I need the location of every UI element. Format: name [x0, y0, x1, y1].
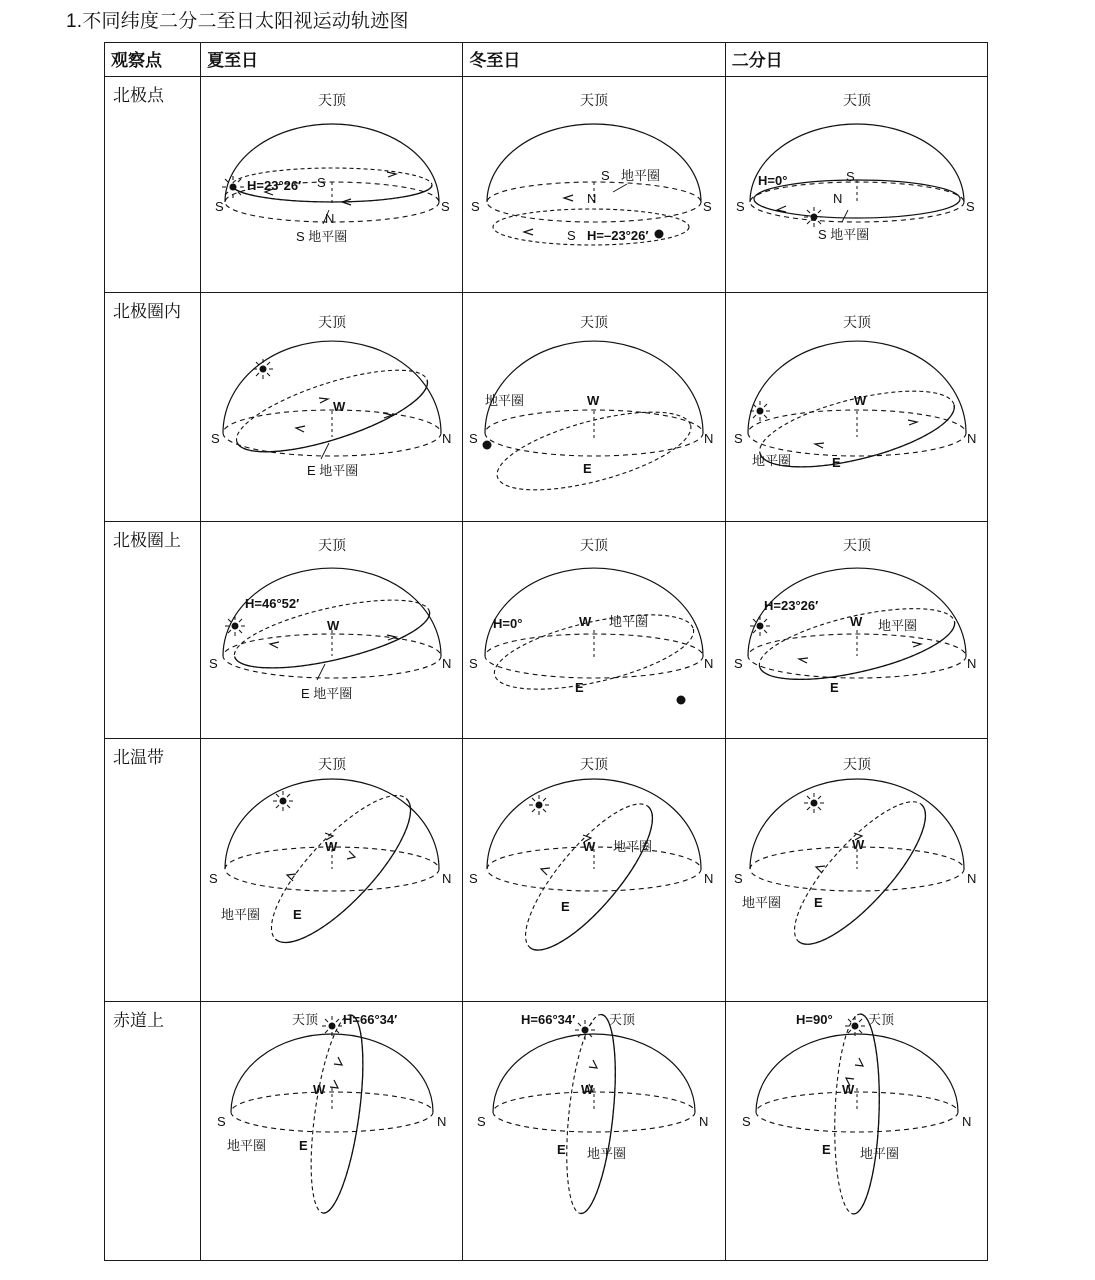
label-altitude: H=66°34′: [521, 1012, 576, 1027]
label-direction-s: S: [477, 1114, 487, 1129]
label-direction-e: E: [829, 680, 839, 695]
table-row: [105, 293, 988, 522]
label-direction-s: S: [733, 871, 743, 886]
label-direction-w: W: [313, 1082, 326, 1097]
diagram-inside-arctic-summer: [201, 293, 463, 522]
observer-label-equator: 赤道上: [105, 1002, 201, 1261]
column-header-equinox: 二分日: [725, 43, 987, 77]
label-zenith: 天顶: [580, 756, 609, 772]
label-altitude: H=–23°26′: [587, 228, 649, 243]
table-row: [105, 1002, 988, 1261]
label-direction-n: N: [437, 1114, 447, 1129]
observer-label-north-pole: 北极点: [105, 77, 201, 293]
label-direction-s-left: S: [735, 199, 745, 214]
label-direction-n: N: [587, 191, 597, 206]
page-title: 1.不同纬度二分二至日太阳视运动轨迹图: [66, 11, 409, 32]
label-altitude: H=66°34′: [343, 1012, 398, 1027]
label-zenith: 天顶: [842, 92, 871, 108]
label-horizon: 地平圈: [877, 618, 917, 633]
label-horizon: 地平圈: [613, 839, 653, 854]
observer-label-north-temperate: 北温带: [105, 739, 201, 1002]
label-direction-s: S: [469, 656, 479, 671]
label-direction-n: N: [325, 211, 335, 226]
label-direction-s: S: [469, 871, 479, 886]
diagram-on-arctic-summer: [201, 522, 463, 739]
label-direction-n: N: [704, 431, 714, 446]
diagram-inside-arctic-winter: [463, 293, 725, 522]
label-zenith: 天顶: [318, 92, 347, 108]
column-header-observer: 观察点: [105, 43, 201, 77]
label-direction-e: E: [575, 680, 585, 695]
label-direction-s: S: [211, 431, 220, 446]
label-direction-w: W: [587, 393, 600, 408]
label-zenith: 天顶: [842, 537, 871, 553]
label-direction-w: W: [849, 614, 862, 629]
label-direction-e: E: [557, 1142, 567, 1157]
label-horizon: S 地平圈: [296, 229, 348, 244]
table-header-row: [105, 43, 988, 77]
label-direction-e: E: [831, 455, 841, 470]
diagram-north-pole-equinox: [725, 77, 987, 293]
observer-label-on-arctic-circle: 北极圈上: [105, 522, 201, 739]
label-direction-n: N: [961, 1114, 972, 1129]
label-horizon: 地平圈: [221, 907, 261, 922]
label-direction-n: N: [832, 191, 843, 206]
label-direction-w: W: [583, 839, 596, 854]
label-direction-e: E: [583, 461, 593, 476]
label-direction-n: N: [442, 871, 452, 886]
label-direction-w: W: [581, 1082, 594, 1097]
observer-label-inside-arctic-circle: 北极圈内: [105, 293, 201, 522]
diagram-inside-arctic-equinox: [725, 293, 987, 522]
label-direction-s-right: S: [965, 199, 975, 214]
label-direction-s: S: [741, 1114, 751, 1129]
label-horizon: 地平圈: [485, 393, 525, 408]
diagram-north-pole-summer: [201, 77, 463, 293]
diagram-equator-winter: [463, 1002, 725, 1261]
label-altitude: H=0°: [493, 616, 523, 631]
column-header-winter-solstice: 冬至日: [463, 43, 725, 77]
label-horizon: 地平圈: [227, 1138, 267, 1153]
label-altitude: H=23°26′: [763, 598, 818, 613]
label-direction-n: N: [966, 431, 977, 446]
label-altitude: H=90°: [795, 1012, 833, 1027]
label-direction-e: E: [821, 1142, 831, 1157]
label-direction-w: W: [333, 399, 346, 414]
label-horizon: 地平圈: [741, 895, 781, 910]
label-direction-s: S: [733, 656, 743, 671]
diagram-on-arctic-winter: [463, 522, 725, 739]
label-direction-s: S: [209, 656, 218, 671]
label-direction-s: S: [733, 431, 743, 446]
label-direction-s: S: [209, 871, 218, 886]
label-direction-w: W: [325, 839, 338, 854]
diagram-north-pole-winter: [463, 77, 725, 293]
label-horizon: S 地平圈: [817, 227, 869, 242]
label-horizon: 地平圈: [859, 1146, 899, 1161]
label-direction-s-mid: S: [845, 169, 855, 184]
label-direction-s-mid: S: [317, 175, 326, 190]
label-direction-n: N: [442, 656, 452, 671]
label-direction-n: N: [442, 431, 452, 446]
label-direction-e: E: [813, 895, 823, 910]
diagram-temperate-summer: [201, 739, 463, 1002]
label-horizon: E 地平圈: [307, 463, 359, 478]
label-direction-w: W: [851, 837, 864, 852]
label-zenith: 天顶: [318, 314, 347, 330]
label-zenith: 天顶: [580, 537, 609, 553]
diagram-temperate-equinox: [725, 739, 987, 1002]
label-direction-s: S: [217, 1114, 226, 1129]
label-zenith: 天顶: [867, 1012, 894, 1027]
label-direction-n: N: [704, 871, 714, 886]
label-zenith: 天顶: [842, 756, 871, 772]
label-direction-s-left: S: [471, 199, 481, 214]
label-direction-n: N: [966, 656, 977, 671]
diagram-equator-equinox: [725, 1002, 987, 1261]
label-horizon: 地平圈: [751, 453, 791, 468]
table-row: [105, 739, 988, 1002]
label-direction-n: N: [699, 1114, 709, 1129]
label-direction-e: E: [293, 907, 302, 922]
label-zenith: 天顶: [318, 756, 347, 772]
label-direction-w: W: [579, 614, 592, 629]
label-direction-s: S: [469, 431, 479, 446]
label-zenith: 天顶: [318, 537, 347, 553]
label-altitude: H=23°26′: [247, 178, 302, 193]
label-horizon: E 地平圈: [301, 686, 353, 701]
label-horizon: 地平圈: [609, 614, 649, 629]
label-direction-s-upper: S: [601, 168, 611, 183]
diagram-equator-summer: [201, 1002, 463, 1261]
diagram-on-arctic-equinox: [725, 522, 987, 739]
label-direction-w: W: [327, 618, 340, 633]
label-direction-s-right: S: [441, 199, 450, 214]
diagram-temperate-winter: [463, 739, 725, 1002]
label-direction-w: W: [853, 393, 866, 408]
label-zenith: 天顶: [842, 314, 871, 330]
label-direction-e: E: [299, 1138, 308, 1153]
label-direction-w: W: [841, 1082, 854, 1097]
label-altitude: H=46°52′: [245, 596, 300, 611]
label-zenith: 天顶: [609, 1012, 636, 1027]
label-zenith: 天顶: [292, 1012, 319, 1027]
label-horizon: 地平圈: [621, 168, 661, 183]
label-direction-s-mid: S: [567, 228, 577, 243]
label-horizon: 地平圈: [587, 1146, 627, 1161]
column-header-summer-solstice: 夏至日: [201, 43, 463, 77]
label-direction-n: N: [704, 656, 714, 671]
table-row: [105, 522, 988, 739]
label-direction-n: N: [966, 871, 977, 886]
label-zenith: 天顶: [580, 314, 609, 330]
label-altitude: H=0°: [757, 173, 788, 188]
label-direction-s-right: S: [703, 199, 713, 214]
label-direction-e: E: [561, 899, 571, 914]
table-row: [105, 77, 988, 293]
sun-path-matrix-table: [104, 42, 988, 1261]
label-zenith: 天顶: [580, 92, 609, 108]
label-direction-s-left: S: [215, 199, 224, 214]
